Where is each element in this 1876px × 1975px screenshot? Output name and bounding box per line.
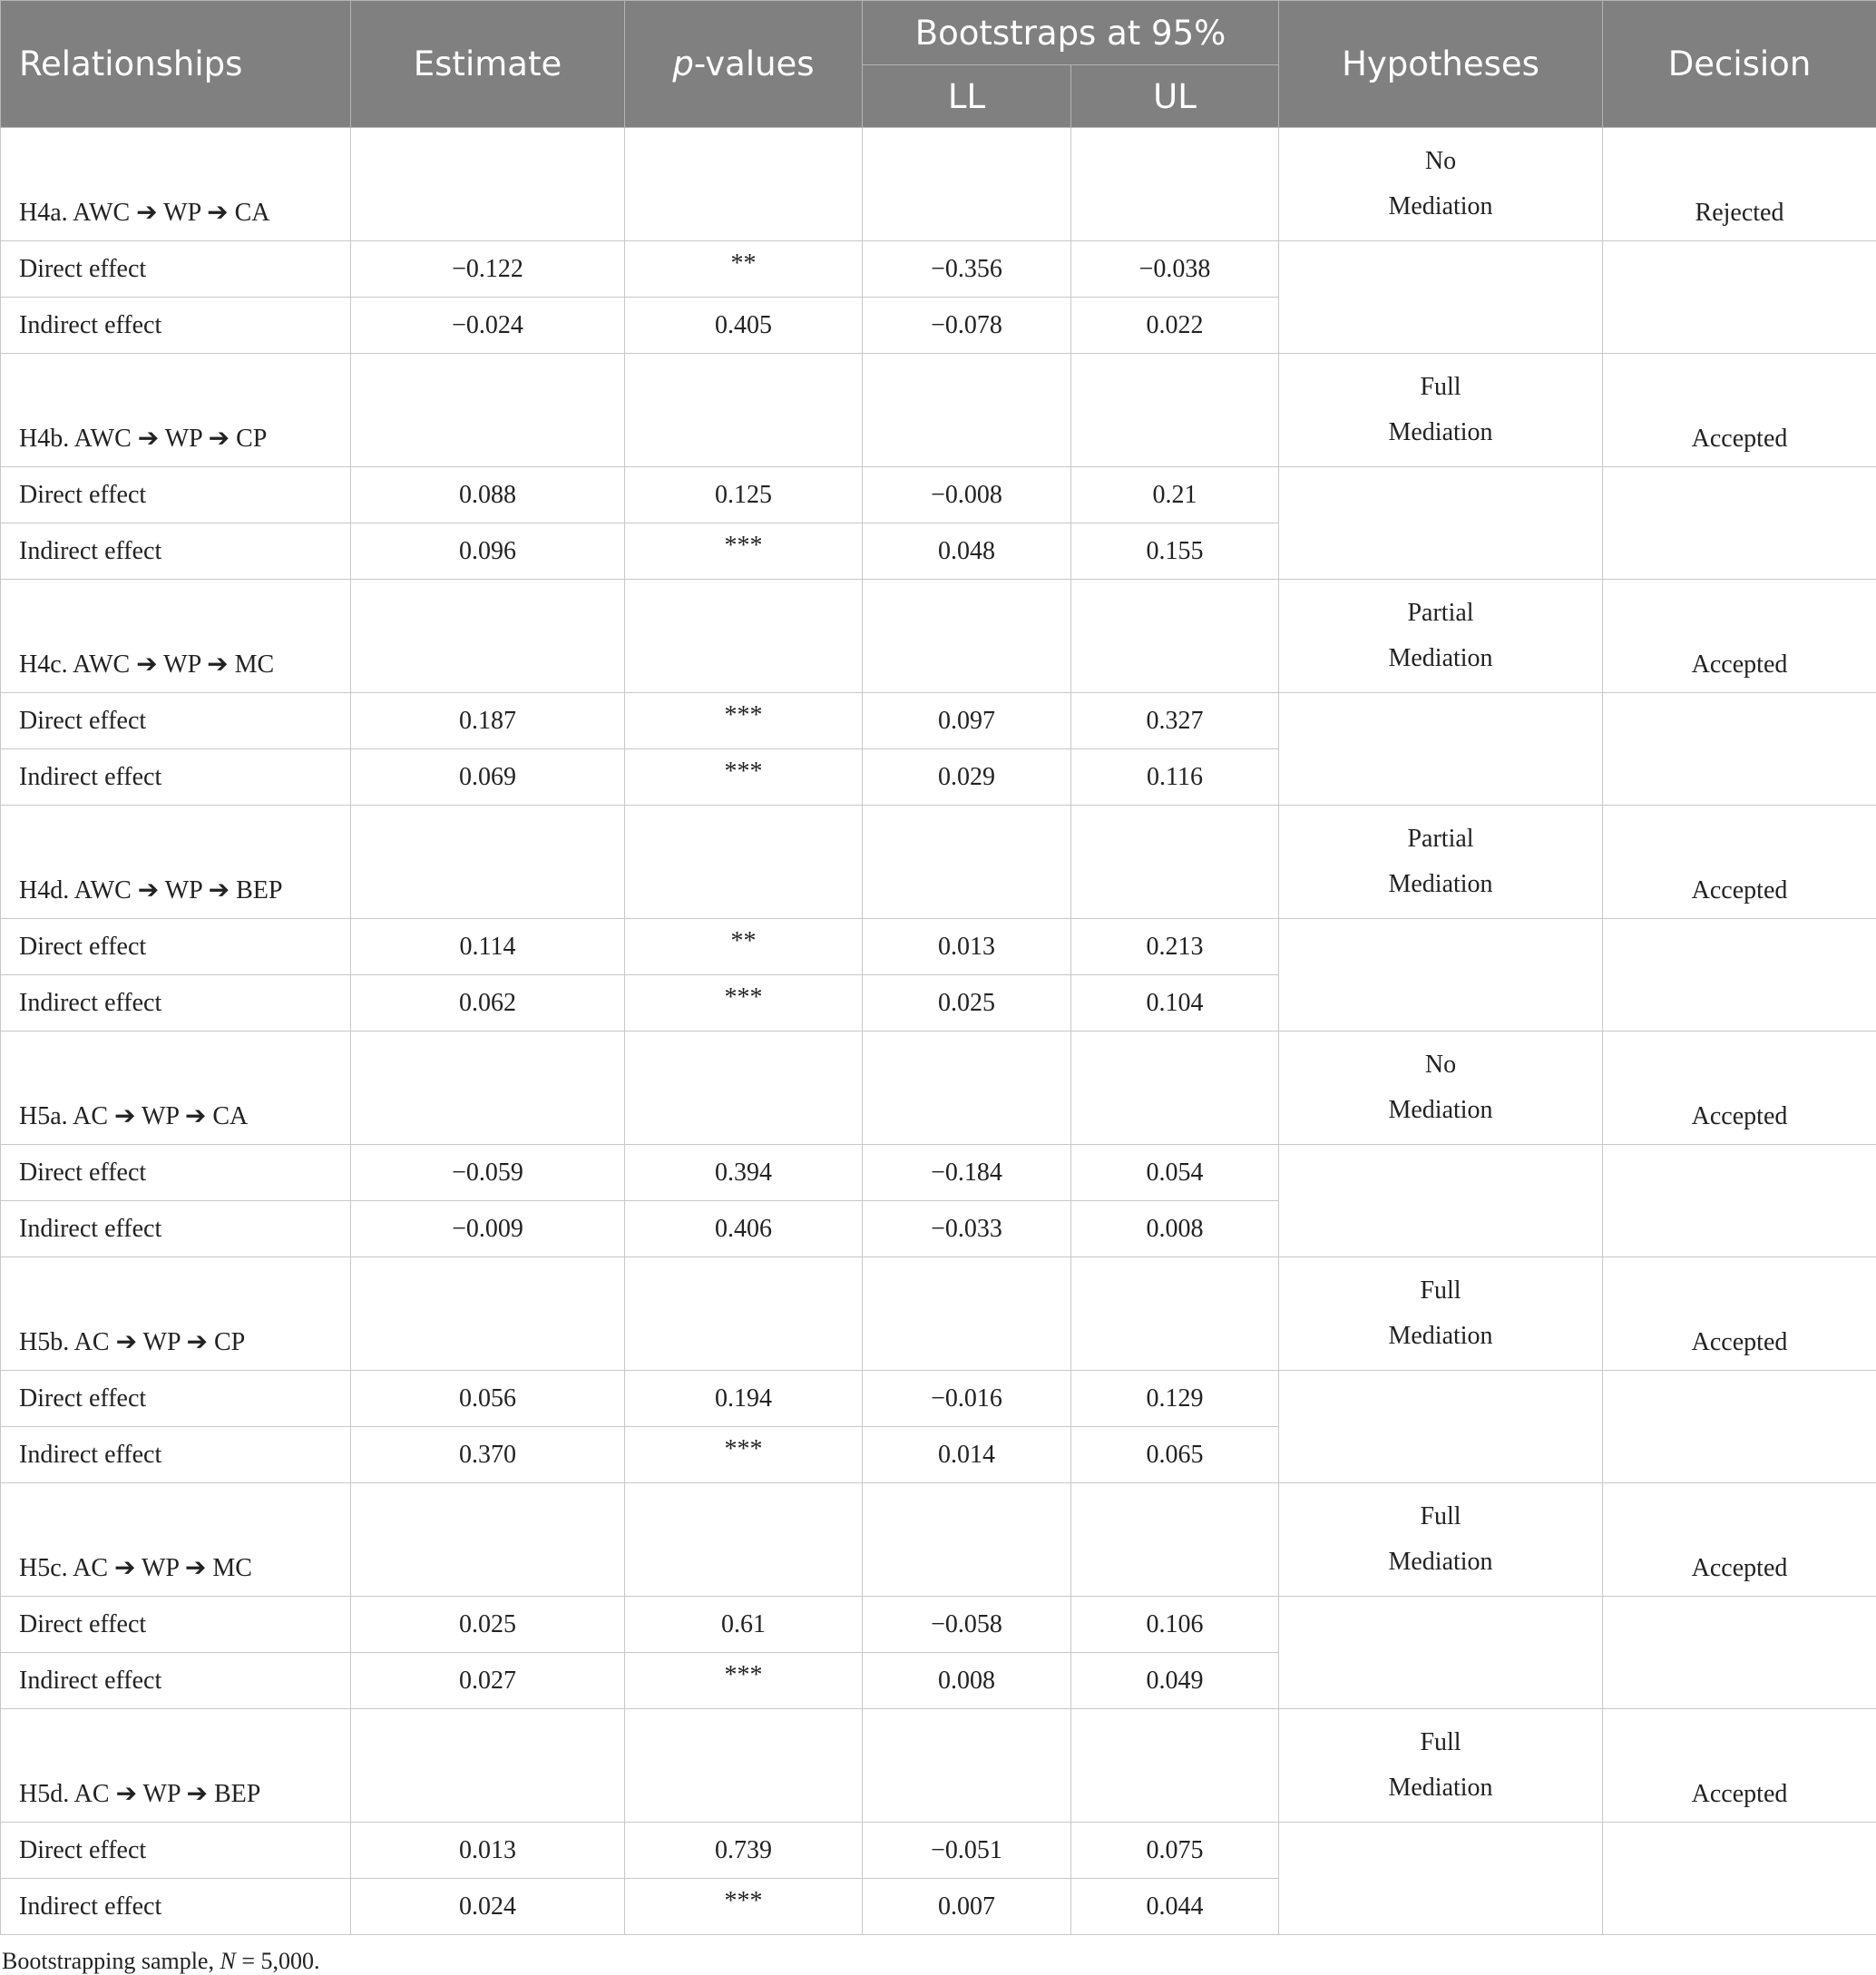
- direct-effect-row: [1, 693, 1876, 749]
- p-value-text: 0.394: [715, 1159, 772, 1187]
- hypothesis-row: [1, 128, 1876, 241]
- p-value-text: ***: [725, 1435, 763, 1463]
- ul-cell: 0.065: [1071, 1427, 1279, 1483]
- decision-empty-cell: [1603, 1371, 1876, 1483]
- hypothesis-result: [1279, 806, 1603, 919]
- effect-label: Direct effect: [1, 1823, 351, 1879]
- ul-cell: 0.008: [1071, 1201, 1279, 1257]
- hypothesis-result-line2: Mediation: [1279, 862, 1602, 907]
- decision-empty-cell: [1603, 241, 1876, 354]
- hypothesis-result: [1279, 1257, 1603, 1371]
- ll-cell: 0.025: [863, 975, 1071, 1031]
- hypothesis-result-line2: Mediation: [1279, 184, 1602, 230]
- empty-cell: [863, 1709, 1071, 1823]
- p-value-text: 0.125: [715, 481, 772, 509]
- empty-cell: [863, 1031, 1071, 1145]
- ll-cell: 0.007: [863, 1879, 1071, 1935]
- hypothesis-result-line2: Mediation: [1279, 1314, 1602, 1359]
- decision-empty-cell: [1603, 1823, 1876, 1935]
- decision-cell: Accepted: [1603, 1483, 1876, 1597]
- effect-label: Direct effect: [1, 467, 351, 523]
- ul-cell: 0.213: [1071, 919, 1279, 975]
- hypothesis-label: H4c. AWC ➔ WP ➔ MC: [1, 580, 351, 693]
- effect-label: Direct effect: [1, 1371, 351, 1427]
- hypothesis-label: H4b. AWC ➔ WP ➔ CP: [1, 354, 351, 467]
- p-value-text: **: [731, 249, 757, 278]
- decision-empty-cell: [1603, 467, 1876, 580]
- p-value-text: ***: [725, 701, 763, 729]
- decision-cell: Accepted: [1603, 580, 1876, 693]
- ll-cell: 0.029: [863, 749, 1071, 806]
- header-ll: LL: [863, 65, 1071, 128]
- table-header: [1, 1, 1876, 128]
- effect-label: Indirect effect: [1, 298, 351, 354]
- hypothesis-result: [1279, 128, 1603, 241]
- estimate-cell: −0.122: [351, 241, 625, 298]
- hypothesis-empty-cell: [1279, 1597, 1603, 1709]
- ll-cell: 0.013: [863, 919, 1071, 975]
- estimate-cell: −0.024: [351, 298, 625, 354]
- empty-cell: [625, 1709, 863, 1823]
- estimate-cell: 0.027: [351, 1653, 625, 1709]
- estimate-cell: 0.187: [351, 693, 625, 749]
- decision-empty-cell: [1603, 1145, 1876, 1257]
- header-estimate: Estimate: [351, 1, 625, 128]
- effect-label: Indirect effect: [1, 749, 351, 806]
- p-value-text: ***: [725, 532, 763, 560]
- decision-cell: Accepted: [1603, 806, 1876, 919]
- empty-cell: [1071, 1257, 1279, 1371]
- ll-cell: 0.048: [863, 523, 1071, 580]
- effect-label: Indirect effect: [1, 1427, 351, 1483]
- hypothesis-result: [1279, 1483, 1603, 1597]
- hypothesis-result-line1: Full: [1279, 1720, 1602, 1765]
- p-value-text: 0.194: [715, 1384, 772, 1413]
- p-value-text: ***: [725, 983, 763, 1012]
- estimate-cell: 0.069: [351, 749, 625, 806]
- empty-cell: [625, 580, 863, 693]
- empty-cell: [863, 128, 1071, 241]
- ul-cell: 0.106: [1071, 1597, 1279, 1653]
- hypothesis-label: H5b. AC ➔ WP ➔ CP: [1, 1257, 351, 1371]
- decision-cell: Accepted: [1603, 1257, 1876, 1371]
- ll-cell: 0.014: [863, 1427, 1071, 1483]
- p-value-cell: [625, 1879, 863, 1935]
- ll-cell: −0.078: [863, 298, 1071, 354]
- p-value-text: 0.406: [715, 1215, 772, 1243]
- effect-label: Direct effect: [1, 693, 351, 749]
- direct-effect-row: [1, 241, 1876, 298]
- ul-cell: 0.049: [1071, 1653, 1279, 1709]
- estimate-cell: 0.370: [351, 1427, 625, 1483]
- decision-empty-cell: [1603, 693, 1876, 806]
- hypothesis-label: H5d. AC ➔ WP ➔ BEP: [1, 1709, 351, 1823]
- ul-cell: 0.044: [1071, 1879, 1279, 1935]
- estimate-cell: 0.056: [351, 1371, 625, 1427]
- estimate-cell: 0.025: [351, 1597, 625, 1653]
- hypothesis-result-line1: No: [1279, 1042, 1602, 1088]
- p-value-cell: [625, 1145, 863, 1201]
- table-footnote: [0, 1948, 1876, 1975]
- empty-cell: [863, 806, 1071, 919]
- empty-cell: [1071, 354, 1279, 467]
- effect-label: Indirect effect: [1, 1201, 351, 1257]
- p-value-text: 0.739: [715, 1836, 772, 1864]
- hypothesis-row: [1, 1483, 1876, 1597]
- hypothesis-result-line1: Full: [1279, 365, 1602, 410]
- effect-label: Indirect effect: [1, 1653, 351, 1709]
- p-value-cell: [625, 523, 863, 580]
- estimate-cell: 0.013: [351, 1823, 625, 1879]
- hypothesis-result: [1279, 354, 1603, 467]
- hypothesis-result-line1: Full: [1279, 1494, 1602, 1540]
- estimate-cell: −0.059: [351, 1145, 625, 1201]
- decision-cell: Accepted: [1603, 354, 1876, 467]
- header-hypotheses: Hypotheses: [1279, 1, 1603, 128]
- hypothesis-empty-cell: [1279, 1371, 1603, 1483]
- empty-cell: [625, 1483, 863, 1597]
- empty-cell: [625, 1031, 863, 1145]
- effect-label: Direct effect: [1, 1597, 351, 1653]
- empty-cell: [863, 580, 1071, 693]
- effect-label: Direct effect: [1, 919, 351, 975]
- p-value-cell: [625, 241, 863, 298]
- ul-cell: −0.038: [1071, 241, 1279, 298]
- direct-effect-row: [1, 1597, 1876, 1653]
- header-p-suffix: -values: [694, 44, 815, 83]
- ul-cell: 0.155: [1071, 523, 1279, 580]
- hypothesis-result-line1: Partial: [1279, 816, 1602, 862]
- estimate-cell: −0.009: [351, 1201, 625, 1257]
- ul-cell: 0.116: [1071, 749, 1279, 806]
- ll-cell: −0.051: [863, 1823, 1071, 1879]
- empty-cell: [351, 1709, 625, 1823]
- empty-cell: [1071, 128, 1279, 241]
- p-value-cell: [625, 975, 863, 1031]
- hypothesis-result-line2: Mediation: [1279, 1088, 1602, 1133]
- hypothesis-row: [1, 1257, 1876, 1371]
- hypothesis-row: [1, 806, 1876, 919]
- p-value-cell: [625, 467, 863, 523]
- hypothesis-empty-cell: [1279, 919, 1603, 1031]
- hypothesis-row: [1, 580, 1876, 693]
- hypothesis-result-line2: Mediation: [1279, 636, 1602, 681]
- hypothesis-label: H4d. AWC ➔ WP ➔ BEP: [1, 806, 351, 919]
- direct-effect-row: [1, 1145, 1876, 1201]
- ll-cell: −0.033: [863, 1201, 1071, 1257]
- p-value-text: ***: [725, 1887, 763, 1915]
- empty-cell: [1071, 1483, 1279, 1597]
- direct-effect-row: [1, 467, 1876, 523]
- p-value-cell: [625, 1653, 863, 1709]
- ll-cell: −0.356: [863, 241, 1071, 298]
- effect-label: Indirect effect: [1, 523, 351, 580]
- header-p-italic: p: [672, 44, 694, 83]
- empty-cell: [351, 128, 625, 241]
- hypothesis-row: [1, 354, 1876, 467]
- hypothesis-result: [1279, 580, 1603, 693]
- hypothesis-empty-cell: [1279, 241, 1603, 354]
- empty-cell: [625, 354, 863, 467]
- hypothesis-label: H4a. AWC ➔ WP ➔ CA: [1, 128, 351, 241]
- header-bootstraps: Bootstraps at 95%: [863, 1, 1279, 65]
- hypothesis-result-line1: No: [1279, 139, 1602, 184]
- ul-cell: 0.327: [1071, 693, 1279, 749]
- empty-cell: [625, 806, 863, 919]
- hypothesis-row: [1, 1709, 1876, 1823]
- hypothesis-result-line2: Mediation: [1279, 1765, 1602, 1811]
- decision-cell: Accepted: [1603, 1709, 1876, 1823]
- empty-cell: [625, 128, 863, 241]
- hypothesis-result: [1279, 1031, 1603, 1145]
- p-value-text: ***: [725, 758, 763, 786]
- empty-cell: [351, 580, 625, 693]
- p-value-cell: [625, 1597, 863, 1653]
- hypothesis-empty-cell: [1279, 693, 1603, 806]
- empty-cell: [863, 354, 1071, 467]
- empty-cell: [1071, 806, 1279, 919]
- empty-cell: [1071, 1709, 1279, 1823]
- ll-cell: −0.008: [863, 467, 1071, 523]
- ll-cell: 0.097: [863, 693, 1071, 749]
- ul-cell: 0.054: [1071, 1145, 1279, 1201]
- ul-cell: 0.104: [1071, 975, 1279, 1031]
- decision-empty-cell: [1603, 919, 1876, 1031]
- footnote-var: N: [220, 1948, 235, 1974]
- decision-cell: Rejected: [1603, 128, 1876, 241]
- p-value-cell: [625, 298, 863, 354]
- empty-cell: [625, 1257, 863, 1371]
- p-value-cell: [625, 1201, 863, 1257]
- estimate-cell: 0.096: [351, 523, 625, 580]
- empty-cell: [351, 1257, 625, 1371]
- empty-cell: [863, 1257, 1071, 1371]
- effect-label: Direct effect: [1, 241, 351, 298]
- effect-label: Indirect effect: [1, 975, 351, 1031]
- empty-cell: [351, 354, 625, 467]
- empty-cell: [863, 1483, 1071, 1597]
- ul-cell: 0.075: [1071, 1823, 1279, 1879]
- empty-cell: [351, 806, 625, 919]
- footnote-prefix: Bootstrapping sample,: [2, 1948, 220, 1974]
- ul-cell: 0.022: [1071, 298, 1279, 354]
- hypothesis-result-line1: Partial: [1279, 591, 1602, 636]
- empty-cell: [351, 1031, 625, 1145]
- effect-label: Direct effect: [1, 1145, 351, 1201]
- estimate-cell: 0.062: [351, 975, 625, 1031]
- empty-cell: [1071, 580, 1279, 693]
- hypothesis-result: [1279, 1709, 1603, 1823]
- effect-label: Indirect effect: [1, 1879, 351, 1935]
- direct-effect-row: [1, 1371, 1876, 1427]
- hypothesis-label: H5a. AC ➔ WP ➔ CA: [1, 1031, 351, 1145]
- hypothesis-row: [1, 1031, 1876, 1145]
- estimate-cell: 0.114: [351, 919, 625, 975]
- decision-empty-cell: [1603, 1597, 1876, 1709]
- estimate-cell: 0.024: [351, 1879, 625, 1935]
- ul-cell: 0.21: [1071, 467, 1279, 523]
- footnote-suffix: = 5,000.: [236, 1948, 320, 1974]
- header-p-values: [625, 1, 863, 128]
- direct-effect-row: [1, 919, 1876, 975]
- hypothesis-empty-cell: [1279, 467, 1603, 580]
- ll-cell: −0.184: [863, 1145, 1071, 1201]
- ll-cell: 0.008: [863, 1653, 1071, 1709]
- decision-cell: Accepted: [1603, 1031, 1876, 1145]
- ll-cell: −0.058: [863, 1597, 1071, 1653]
- header-relationships: Relationships: [1, 1, 351, 128]
- hypothesis-result-line2: Mediation: [1279, 410, 1602, 455]
- p-value-text: 0.405: [715, 311, 772, 339]
- hypothesis-empty-cell: [1279, 1145, 1603, 1257]
- p-value-text: **: [731, 927, 757, 955]
- p-value-cell: [625, 1823, 863, 1879]
- estimate-cell: 0.088: [351, 467, 625, 523]
- hypothesis-label: H5c. AC ➔ WP ➔ MC: [1, 1483, 351, 1597]
- p-value-cell: [625, 1371, 863, 1427]
- empty-cell: [1071, 1031, 1279, 1145]
- p-value-text: 0.61: [721, 1610, 766, 1638]
- p-value-cell: [625, 693, 863, 749]
- hypothesis-result-line2: Mediation: [1279, 1540, 1602, 1585]
- p-value-cell: [625, 749, 863, 806]
- header-decision: Decision: [1603, 1, 1876, 128]
- direct-effect-row: [1, 1823, 1876, 1879]
- p-value-text: ***: [725, 1661, 763, 1689]
- empty-cell: [351, 1483, 625, 1597]
- hypothesis-empty-cell: [1279, 1823, 1603, 1935]
- header-ul: UL: [1071, 65, 1279, 128]
- p-value-cell: [625, 919, 863, 975]
- table-body: [1, 128, 1876, 1935]
- ul-cell: 0.129: [1071, 1371, 1279, 1427]
- hypothesis-result-line1: Full: [1279, 1268, 1602, 1314]
- ll-cell: −0.016: [863, 1371, 1071, 1427]
- p-value-cell: [625, 1427, 863, 1483]
